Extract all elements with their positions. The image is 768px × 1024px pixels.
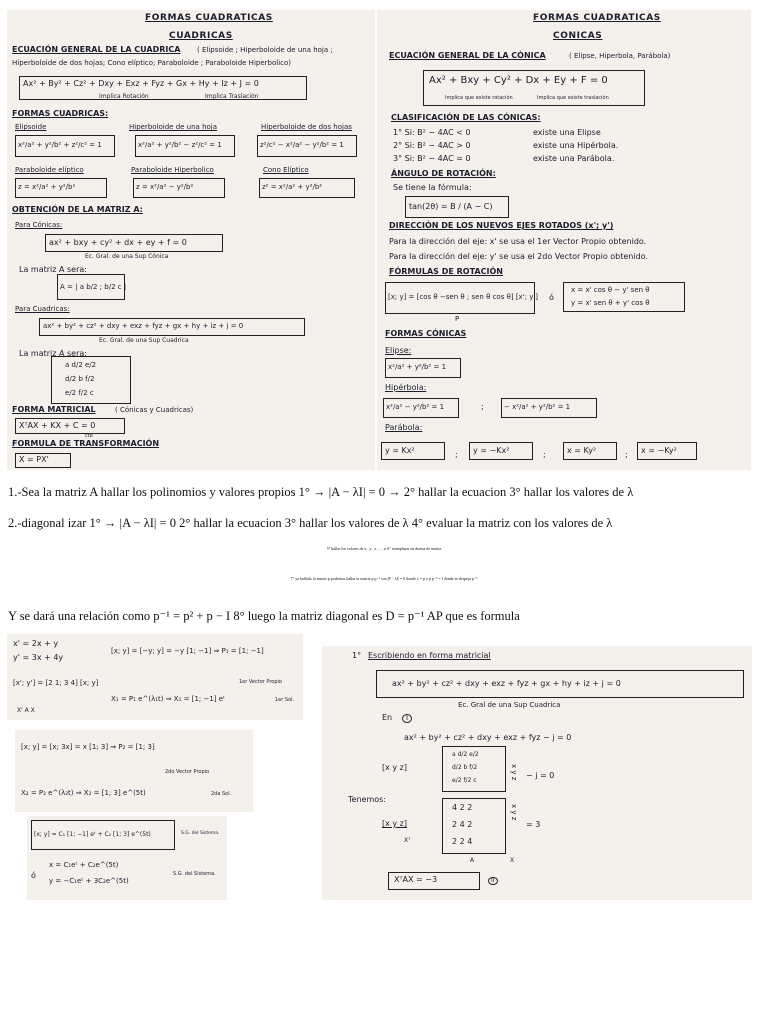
bl-sol2-eq: X₂ = P₂ e^(λ₂t) ⇒ X₂ = [1; 3] e^(5t) <box>21 789 146 797</box>
left-general-eq-note-2: Implica Traslación <box>205 93 259 100</box>
right-subtitle: CONICAS <box>553 31 603 41</box>
left-general-eq-heading: ECUACIÓN GENERAL DE LA CUADRICA <box>12 45 181 54</box>
br-mat-r1: a d/2 e/2 <box>452 751 479 758</box>
right-angle-intro: Se tiene la fórmula: <box>393 183 472 192</box>
right-hyperbola-label: Hipérbola: <box>385 383 427 392</box>
left-subtitle: CUADRICAS <box>169 31 233 41</box>
right-general-eq-heading: ECUACIÓN GENERAL DE LA CÓNICA <box>389 51 546 60</box>
right-c3: 3° Si: B² − 4AC = 0 <box>393 154 471 163</box>
br-applied-rhs: − j = 0 <box>526 771 555 780</box>
right-c3-res: existe una Parábola. <box>533 154 615 163</box>
br-we-have: Tenemos: <box>348 795 386 804</box>
left-quadric-eq-note: Ec. Gral. de una Sup Cuadrica <box>99 337 189 344</box>
text-line-4: 7° ya hallado la matriz p podemos hallar la matriz p p⁻¹ con |P − λI| = 0 donde λ = p y p p⁻¹ = I donde se despeja p⁻¹ <box>290 576 478 581</box>
bl-sol1-label: 1er Sol. <box>275 697 295 703</box>
left-quadric-matrix-r1: a d/2 e/2 <box>65 361 97 369</box>
left-general-eq-types-2: Hiperboloide de dos hojas; Cono elíptico; Paraboloide ; Paraboloide Hiperbolico) <box>12 59 291 67</box>
left-conic-eq: ax² + bxy + cy² + dx + ey + f = 0 <box>49 238 187 247</box>
bl-mat-eq: [x'; y'] = [2 1; 3 4] [x; y] <box>13 679 99 687</box>
bl-gs-label: S.G. del Sistema. <box>181 831 220 836</box>
right-parabola-eq-1: y = Kx² <box>385 446 415 455</box>
right-rot-p: P <box>455 315 460 323</box>
left-general-eq-note-1: Implica Rotación <box>99 93 149 100</box>
br-heading: Escribiendo en forma matricial <box>368 651 491 660</box>
bl-gs-sys-1: x = C₁eᵗ + C₂e^(5t) <box>49 861 119 869</box>
right-c1-res: existe una Elipse <box>533 128 601 137</box>
left-f6-name: Cono Elíptico <box>263 166 309 174</box>
left-f3-name: Hiperboloide de dos hojas <box>261 123 352 131</box>
br-general-eq-note: Ec. Gral de una Sup Cuadrica <box>458 701 561 709</box>
br-label-a: A <box>470 857 475 864</box>
left-f2-eq: x²/a² + y²/b² − z²/c² = 1 <box>138 141 222 149</box>
bottom-left-snippet-2 <box>15 730 253 812</box>
right-ellipse-eq: x²/a² + y²/b² = 1 <box>388 363 447 371</box>
right-forms-heading: FORMAS CÓNICAS <box>385 329 467 338</box>
right-c1: 1° Si: B² − 4AC < 0 <box>393 128 471 137</box>
right-parabola-eq-3: x = Ky² <box>567 446 597 455</box>
right-rot-sys-2: y = x' sen θ + y' cos θ <box>571 299 650 307</box>
left-f2-name: Hiperboloide de una hoja <box>129 123 218 131</box>
left-conic-matrix: A = | a b/2 ; b/2 c | <box>60 283 127 291</box>
right-axes-heading: DIRECCIÓN DE LOS NUEVOS EJES ROTADOS (x'; y') <box>389 221 614 230</box>
br-label-xt: Xᵀ <box>404 837 411 844</box>
left-quadric-matrix-label: La matriz A sera: <box>19 349 87 358</box>
right-rot-or: ó <box>549 293 554 302</box>
br-mat-r2: d/2 b f/2 <box>452 764 478 771</box>
right-parabola-sep-2: ; <box>543 450 546 459</box>
right-parabola-label: Parábola: <box>385 423 423 432</box>
left-general-eq-types-1: ( Elipsoide ; Hiperboloide de una hoja ; <box>197 46 333 54</box>
right-angle-heading: ÁNGULO DE ROTACIÓN: <box>391 169 496 178</box>
left-matrix-form-heading: FORMA MATRICIAL <box>12 405 96 414</box>
left-title: FORMAS CUADRATICAS <box>145 13 273 23</box>
br-applied-eq: ax² + by² + cz² + dxy + exz + fyz − j = 0 <box>404 733 572 742</box>
left-f6-eq: z² = x²/a² + y²/b² <box>262 183 323 191</box>
br-general-eq: ax² + by² + cz² + dxy + exz + fyz + gx + hy + iz + j = 0 <box>392 679 621 688</box>
right-general-eq: Ax² + Bxy + Cy² + Dx + Ey + F = 0 <box>429 75 608 86</box>
text-line-2: 2.-diagonal izar 1° → |A − λI| = 0 2° hallar la ecuacion 3° hallar los valores de λ 4° evaluar la matriz con los valores de λ <box>8 516 613 530</box>
bl-sys-2: y' = 3x + 4y <box>13 653 64 662</box>
right-notes-image <box>377 10 751 470</box>
left-f4-eq: z = x²/a² + y²/b² <box>18 183 76 191</box>
bl-v2-label: 2do Vector Propio <box>165 769 210 775</box>
br-final-eq: XᵀAX = −3 <box>394 875 438 884</box>
right-rot-heading: FÓRMULAS DE ROTACIÓN <box>389 267 503 276</box>
left-f3-eq: z²/c² − x²/a² − y²/b² = 1 <box>260 141 344 149</box>
left-conic-matrix-label: La matriz A sera: <box>19 265 87 274</box>
right-hyperbola-eq-2: − x²/a² + y²/b² = 1 <box>504 403 571 411</box>
right-parabola-eq-4: x = −Ky² <box>641 446 677 455</box>
br-in-label: En <box>382 713 393 722</box>
right-parabola-sep-3: ; <box>625 450 628 459</box>
right-parabola-eq-2: y = −Kx² <box>473 446 510 455</box>
right-c2: 2° Si: B² − 4AC > 0 <box>393 141 471 150</box>
left-forms-heading: FORMAS CUADRICAS: <box>12 109 109 118</box>
left-f5-name: Paraboloide Hiperbolico <box>131 166 214 174</box>
left-notes-image <box>7 10 375 470</box>
right-general-eq-types: ( Elipse, Hiperbola, Parábola) <box>569 52 671 60</box>
br-num-mat-r1: 4 2 2 <box>452 803 473 812</box>
right-angle-eq: tan(2θ) = B / (A − C) <box>409 202 493 211</box>
left-transform-heading: FORMULA DE TRANSFORMACIÓN <box>12 439 160 448</box>
left-quadric-matrix-r3: e/2 f/2 c <box>65 389 94 397</box>
br-num-row-vec: [x y z] <box>382 819 407 828</box>
bl-gs-sys-2: y = −C₁eᵗ + 3C₂e^(5t) <box>49 877 129 885</box>
left-transform-eq: X = PX' <box>19 455 49 464</box>
left-f1-eq: x²/a² + y²/b² + z²/c² = 1 <box>18 141 102 149</box>
left-quadric-eq: ax² + by² + cz² + dxy + exz + fyz + gx + hy + iz + j = 0 <box>43 322 244 330</box>
left-f4-name: Paraboloide elíptico <box>15 166 84 174</box>
left-f5-eq: z = x²/a² − y²/b² <box>136 183 194 191</box>
br-num-col-vec: x y z <box>510 804 518 821</box>
br-num-mat-r3: 2 2 4 <box>452 837 473 846</box>
right-axes-1: Para la dirección del eje: x' se usa el 1er Vector Propio obtenido. <box>389 237 647 246</box>
bl-mat-labels: X' A X <box>17 707 35 714</box>
left-general-eq: Ax² + By² + Cz² + Dxy + Exz + Fyz + Gx + Hy + Iz + J = 0 <box>23 79 259 88</box>
bl-v1-eq: [x; y] = [−y; y] = −y [1; −1] ⇒ P₁ = [1; −1] <box>111 647 264 655</box>
text-line-5: Y se dará una relación como p⁻¹ = p² + p − I 8° luego la matriz diagonal es D = p⁻¹ AP que es formula <box>8 609 520 623</box>
right-rot-matrix: [x; y] = [cos θ −sen θ ; sen θ cos θ] [x'; y'] <box>388 293 539 301</box>
bl-v2-eq: [x; y] = [x; 3x] = x [1; 3] ⇒ P₂ = [1; 3] <box>21 743 155 751</box>
br-label-x: X <box>510 857 515 864</box>
br-col-vec: x y z <box>510 764 518 781</box>
left-conic-label: Para Cónicas: <box>15 221 63 229</box>
bl-gs-eq: [x; y] = C₁ [1; −1] eᵗ + C₂ [1; 3] e^(5t) <box>34 831 151 838</box>
left-quadric-matrix-r2: d/2 b f/2 <box>65 375 95 383</box>
left-matrix-form-eq: XᵀAX + KX + C = 0 <box>19 421 96 430</box>
left-matrix-form-note: ( Cónicas y Cuadricas) <box>115 406 194 414</box>
right-parabola-sep-1: ; <box>455 450 458 459</box>
right-ellipse-label: Elipse: <box>385 346 412 355</box>
left-matrix-heading: OBTENCIÓN DE LA MATRIZ A: <box>12 205 143 214</box>
bl-v1-label: 1er Vector Propio <box>239 679 282 685</box>
bl-sol1-eq: X₁ = P₁ e^(λ₁t) ⇒ X₁ = [1; −1] eᵗ <box>111 695 226 703</box>
text-line-1: 1.-Sea la matriz A hallar los polinomios y valores propios 1° → |A − λI| = 0 → 2° hallar la ecuacion 3° hallar los valores de λ <box>8 485 634 499</box>
bottom-left-snippet-1 <box>7 634 303 720</box>
br-row-vec: [x y z] <box>382 763 407 772</box>
left-matrix-form-cte: cte <box>85 433 93 439</box>
br-mat-r3: e/2 f/2 c <box>452 777 477 784</box>
right-hyperbola-eq-1: x²/a² − y²/b² = 1 <box>386 403 445 411</box>
bl-sol2-label: 2da Sol. <box>211 791 232 797</box>
bl-gs-or: ó <box>31 871 36 880</box>
left-quadric-label: Para Cuadricas: <box>15 305 70 313</box>
right-c2-res: existe una Hipérbola. <box>533 141 619 150</box>
br-num-mat-r2: 2 4 2 <box>452 820 473 829</box>
bl-gs-label-2: S.G. del Sistema. <box>173 871 216 877</box>
text-line-3: 5° hallar los valores de x , y , z , … n 6° reamplasar en dorma de matriz <box>326 546 442 551</box>
right-rot-sys-1: x = x' cos θ − y' sen θ <box>571 286 650 294</box>
right-general-eq-note-2: Implica que existe traslación <box>537 95 609 101</box>
bottom-right-notes-image <box>322 646 752 900</box>
left-conic-eq-note: Ec. Gral. de una Sup Cónica <box>85 253 169 260</box>
br-in-ref: I <box>402 714 412 723</box>
right-classification-heading: CLASIFICACIÓN DE LAS CÓNICAS: <box>391 113 541 122</box>
right-axes-2: Para la dirección del eje: y' se usa el 2do Vector Propio obtenido. <box>389 252 648 261</box>
bottom-left-snippet-3 <box>27 816 227 900</box>
right-title: FORMAS CUADRATICAS <box>533 13 661 23</box>
right-hyperbola-sep: ; <box>481 402 484 411</box>
left-f1-name: Elipsoide <box>15 123 47 131</box>
br-num-rhs: = 3 <box>526 820 541 829</box>
br-step: 1° <box>352 651 362 660</box>
bl-sys-1: x' = 2x + y <box>13 639 59 648</box>
right-general-eq-note-1: Implica que existe rotación <box>445 95 513 101</box>
br-final-ref: II <box>488 877 498 885</box>
